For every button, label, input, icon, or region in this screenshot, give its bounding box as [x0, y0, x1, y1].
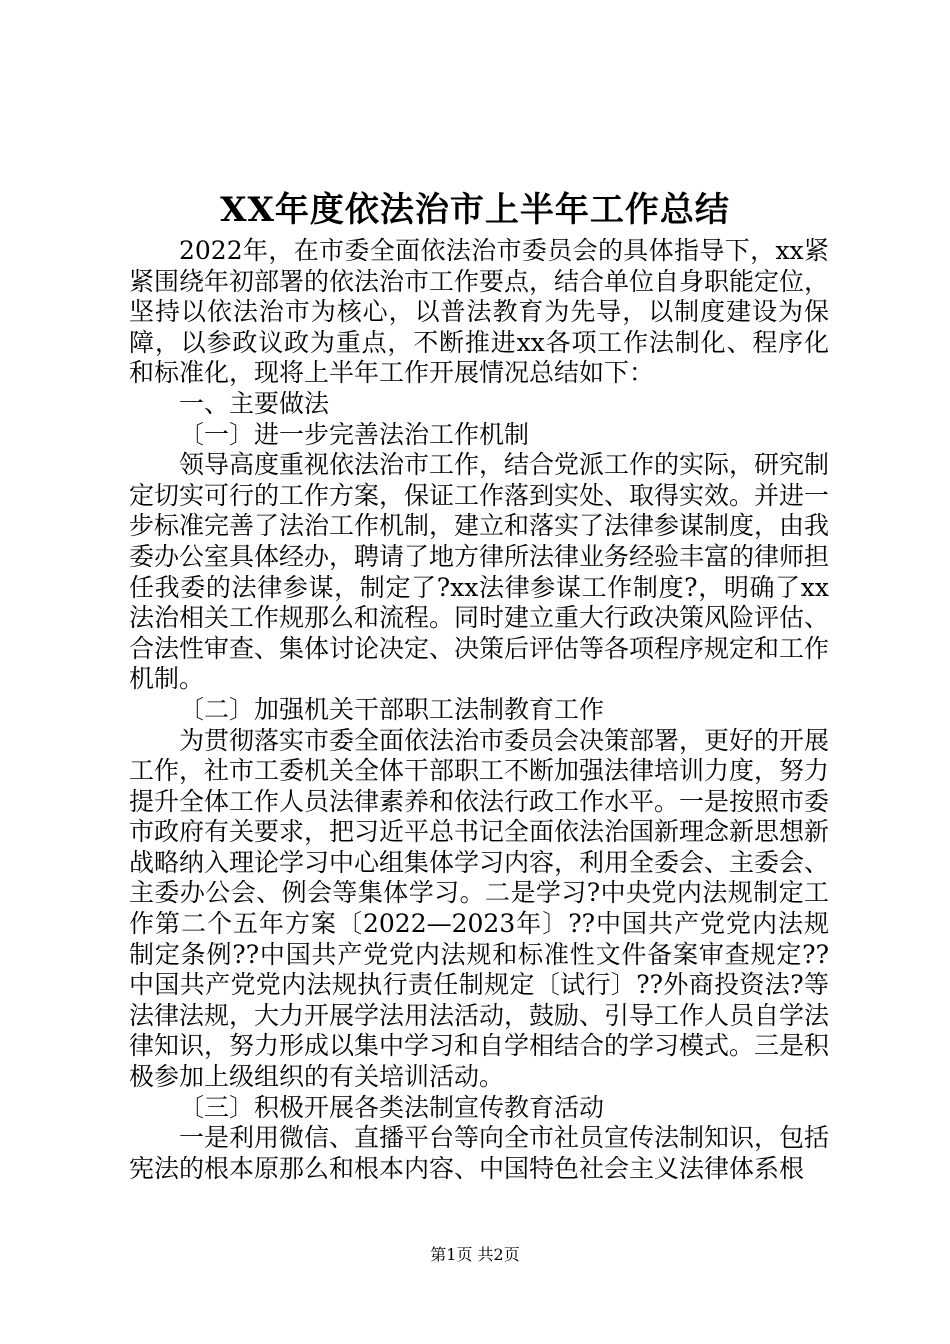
- subsection-heading-2: 〔二〕加强机关干部职工法制教育工作: [179, 694, 605, 724]
- document-body: [129, 236, 829, 1184]
- page-number-footer: 第1页 共2页: [430, 1245, 520, 1264]
- paragraph-intro: 2022年，在市委全面依法治市委员会的具体指导下，xx紧紧围绕年初部署的依法治市工作要点，结合单位自身职能定位，坚持以依法治市为核心，以普法教育为先导，以制度建设为保障，以参政议政为重点，不断推进xx各项工作法制化、程序化和标准化，现将上半年工作开展情况总结如下：: [129, 236, 830, 388]
- paragraph-1: 领导高度重视依法治市工作，结合党派工作的实际，研究制定切实可行的工作方案，保证工作落到实处、取得实效。并进一步标准完善了法治工作机制，建立和落实了法律参谋制度，由我委办公室具体经办，聘请了地方律所法律业务经验丰富的律师担任我委的法律参谋，制定了?xx法律参谋工作制度?，明确了xx法治相关工作规那么和流程。同时建立重大行政决策风险评估、合法性审查、集体讨论决定、决策后评估等各项程序规定和工作机制。: [129, 450, 830, 694]
- document-title: XX年度依法治市上半年工作总结: [220, 190, 730, 230]
- paragraph-3: 一是利用微信、直播平台等向全市社员宣传法制知识，包括宪法的根本原那么和根本内容、中国特色社会主义法律体系根: [129, 1123, 830, 1183]
- subsection-heading-3: 〔三〕积极开展各类法制宣传教育活动: [179, 1092, 605, 1122]
- section-heading-main-practices: 一、主要做法: [179, 388, 330, 418]
- paragraph-2: 为贯彻落实市委全面依法治市委员会决策部署，更好的开展工作，社市工委机关全体干部职工不断加强法律培训力度，努力提升全体工作人员法律素养和依法行政工作水平。一是按照市委市政府有关要求，把习近平总书记全面依法治国新理念新思想新战略纳入理论学习中心组集体学习内容，利用全委会、主委会、主委办公会、例会等集体学习。二是学习?中央党内法规制定工作第二个五年方案〔2022—2023年〕??中国共产党党内法规制定条例??中国共产党党内法规和标准性文件备案审查规定??中国共产党党内法规执行责任制规定〔试行〕??外商投资法?等法律法规，大力开展学法用法活动，鼓励、引导工作人员自学法律知识，努力形成以集中学习和自学相结合的学习模式。三是积极参加上级组织的有关培训活动。: [129, 725, 830, 1092]
- subsection-heading-1: 〔一〕进一步完善法治工作机制: [179, 419, 530, 449]
